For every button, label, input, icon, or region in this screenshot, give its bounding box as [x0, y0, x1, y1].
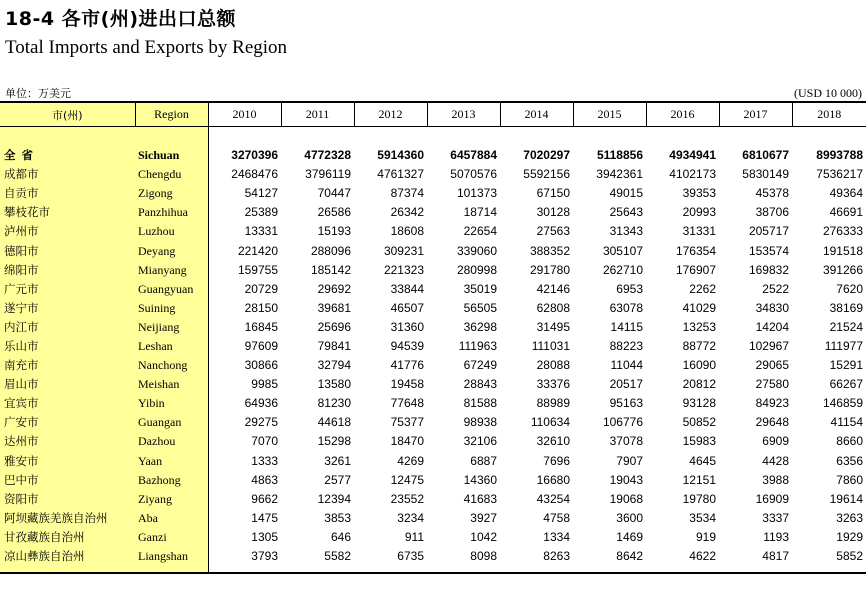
value-cell: 16845: [244, 319, 278, 334]
value-cell: 391266: [822, 262, 863, 277]
value-cell: 4863: [251, 472, 278, 487]
value-cell: 176354: [675, 243, 716, 258]
table-row: [0, 432, 866, 451]
value-cell: 5070576: [450, 167, 497, 182]
value-cell: 63078: [609, 300, 643, 315]
value-cell: 46691: [829, 205, 863, 220]
region-name-chinese: 泸州市: [0, 222, 135, 241]
page-title-english: Total Imports and Exports by Region: [5, 37, 288, 58]
region-name-chinese: 达州市: [0, 432, 135, 451]
value-cell: 262710: [602, 262, 643, 277]
value-cell: 5914360: [377, 148, 424, 163]
value-cell: 16090: [682, 358, 716, 373]
value-cell: 185142: [310, 262, 351, 277]
region-name-chinese: 乐山市: [0, 337, 135, 356]
value-cell: 54127: [244, 186, 278, 201]
value-cell: 205717: [748, 224, 789, 239]
value-cell: 97609: [244, 338, 278, 353]
value-cell: 50852: [682, 415, 716, 430]
table-row: [0, 280, 866, 299]
value-cell: 95163: [609, 396, 643, 411]
value-cell: 6810677: [742, 148, 789, 163]
region-name-english: Zigong: [135, 184, 208, 203]
value-cell: 110634: [530, 415, 570, 430]
value-cell: 29648: [755, 415, 789, 430]
region-name-english: Deyang: [135, 241, 208, 260]
spacer-cell: [208, 127, 866, 147]
value-cell: 34830: [755, 300, 789, 315]
value-cell: 1929: [836, 529, 863, 544]
value-cell: 37078: [609, 434, 643, 449]
header-year: 2013: [427, 102, 500, 127]
value-cell: 4772328: [304, 148, 351, 163]
value-cell: 3853: [324, 510, 351, 525]
region-name-chinese: 凉山彝族自治州: [0, 547, 135, 573]
value-cell: 3988: [762, 472, 789, 487]
value-cell: 35019: [463, 281, 497, 296]
value-cell: 15298: [317, 434, 351, 449]
value-cell: 27580: [755, 377, 789, 392]
value-cell: 169832: [748, 262, 789, 277]
table-row: [0, 452, 866, 471]
value-cell: 7070: [251, 434, 278, 449]
table-row: [0, 394, 866, 413]
value-cell: 8098: [427, 547, 500, 573]
region-name-english: Yibin: [135, 394, 208, 413]
value-cell: 45378: [755, 186, 789, 201]
value-cell: 79841: [317, 338, 351, 353]
value-cell: 41776: [390, 358, 424, 373]
value-cell: 1042: [470, 529, 497, 544]
value-cell: 176907: [675, 262, 716, 277]
value-cell: 22654: [463, 224, 497, 239]
region-name-chinese: 南充市: [0, 356, 135, 375]
value-cell: 3942361: [596, 167, 643, 182]
value-cell: 12394: [317, 491, 351, 506]
region-name-chinese: 甘孜藏族自治州: [0, 528, 135, 547]
region-name-english: Sichuan: [135, 146, 208, 165]
value-cell: 31360: [390, 319, 424, 334]
value-cell: 30128: [536, 205, 570, 220]
region-name-chinese: 全省: [0, 146, 135, 165]
value-cell: 9662: [251, 491, 278, 506]
value-cell: 88989: [536, 396, 570, 411]
value-cell: 6887: [470, 453, 497, 468]
value-cell: 31343: [609, 224, 643, 239]
value-cell: 7696: [543, 453, 570, 468]
value-cell: 29275: [244, 415, 278, 430]
value-cell: 38706: [755, 205, 789, 220]
unit-label-chinese: 单位：万美元: [5, 87, 71, 100]
header-year: 2015: [573, 102, 646, 127]
value-cell: 20812: [682, 377, 716, 392]
value-cell: 221323: [383, 262, 424, 277]
value-cell: 77648: [390, 396, 424, 411]
table-row: [0, 261, 866, 280]
value-cell: 16909: [755, 491, 789, 506]
value-cell: 15193: [317, 224, 351, 239]
value-cell: 221420: [237, 243, 278, 258]
value-cell: 911: [404, 529, 424, 544]
region-name-english: Suining: [135, 299, 208, 318]
value-cell: 191518: [822, 243, 863, 258]
value-cell: 2262: [689, 281, 716, 296]
value-cell: 146859: [822, 396, 863, 411]
value-cell: 28843: [463, 377, 497, 392]
value-cell: 32610: [536, 434, 570, 449]
value-cell: 4758: [543, 510, 570, 525]
value-cell: 39681: [317, 300, 351, 315]
value-cell: 46507: [390, 300, 424, 315]
value-cell: 28088: [536, 358, 570, 373]
region-name-chinese: 宜宾市: [0, 394, 135, 413]
table-row: [0, 184, 866, 203]
value-cell: 1475: [251, 510, 278, 525]
value-cell: 4817: [719, 547, 792, 573]
value-cell: 5852: [792, 547, 866, 573]
region-name-english: Nanchong: [135, 356, 208, 375]
value-cell: 31495: [536, 319, 570, 334]
value-cell: 3234: [397, 510, 424, 525]
value-cell: 3927: [470, 510, 497, 525]
value-cell: 7907: [616, 453, 643, 468]
value-cell: 2577: [324, 472, 351, 487]
value-cell: 29065: [755, 358, 789, 373]
value-cell: 14115: [610, 319, 643, 334]
value-cell: 29692: [317, 281, 351, 296]
value-cell: 3534: [689, 510, 716, 525]
value-cell: 388352: [529, 243, 570, 258]
table-row: [0, 509, 866, 528]
region-name-english: Guangan: [135, 413, 208, 432]
value-cell: 106776: [602, 415, 643, 430]
value-cell: 26342: [390, 205, 424, 220]
table-row: [0, 222, 866, 241]
table-row: [0, 356, 866, 375]
value-cell: 41683: [463, 491, 497, 506]
value-cell: 15983: [682, 434, 716, 449]
table-row: [0, 318, 866, 337]
page-title-chinese: 18-4 各市(州)进出口总额: [5, 8, 237, 30]
region-name-english: Mianyang: [135, 261, 208, 280]
value-cell: 19780: [682, 491, 716, 506]
value-cell: 9985: [251, 377, 278, 392]
value-cell: 25643: [609, 205, 643, 220]
value-cell: 8993788: [816, 148, 863, 163]
value-cell: 88772: [682, 338, 716, 353]
value-cell: 111977: [824, 338, 863, 353]
value-cell: 81588: [463, 396, 497, 411]
value-cell: 31331: [682, 224, 716, 239]
value-cell: 1334: [543, 529, 570, 544]
value-cell: 70447: [317, 186, 351, 201]
value-cell: 4102173: [669, 167, 716, 182]
value-cell: 12151: [682, 472, 716, 487]
value-cell: 19043: [609, 472, 643, 487]
value-cell: 3337: [762, 510, 789, 525]
value-cell: 5830149: [742, 167, 789, 182]
value-cell: 20517: [609, 377, 643, 392]
value-cell: 49015: [609, 186, 643, 201]
region-name-chinese: 攀枝花市: [0, 203, 135, 222]
value-cell: 84923: [755, 396, 789, 411]
value-cell: 7536217: [816, 167, 863, 182]
value-cell: 18470: [390, 434, 424, 449]
spacer-row: [0, 127, 866, 147]
region-name-english: Neijiang: [135, 318, 208, 337]
region-name-chinese: 阿坝藏族羌族自治州: [0, 509, 135, 528]
value-cell: 291780: [529, 262, 570, 277]
header-region-english: Region: [135, 102, 208, 127]
value-cell: 5592156: [523, 167, 570, 182]
value-cell: 339060: [456, 243, 497, 258]
value-cell: 67150: [536, 186, 570, 201]
value-cell: 28150: [244, 300, 278, 315]
value-cell: 280998: [456, 262, 497, 277]
region-trade-table: [0, 101, 866, 574]
value-cell: 42146: [536, 281, 570, 296]
value-cell: 25389: [244, 205, 278, 220]
region-name-english: Leshan: [135, 337, 208, 356]
value-cell: 1469: [616, 529, 643, 544]
region-name-english: Dazhou: [135, 432, 208, 451]
value-cell: 4269: [397, 453, 424, 468]
table-row: [0, 165, 866, 184]
value-cell: 21524: [829, 319, 863, 334]
region-name-chinese: 绵阳市: [0, 261, 135, 280]
value-cell: 4622: [646, 547, 719, 573]
table-row: [0, 241, 866, 260]
header-year: 2011: [281, 102, 354, 127]
value-cell: 81230: [317, 396, 351, 411]
value-cell: 41029: [682, 300, 716, 315]
value-cell: 13253: [682, 319, 716, 334]
value-cell: 87374: [390, 186, 424, 201]
value-cell: 43254: [536, 491, 570, 506]
value-cell: 4761327: [377, 167, 424, 182]
value-cell: 13331: [244, 224, 278, 239]
header-region-chinese: 市(州): [0, 102, 135, 127]
value-cell: 25696: [317, 319, 351, 334]
header-year: 2014: [500, 102, 573, 127]
value-cell: 8660: [836, 434, 863, 449]
value-cell: 33844: [390, 281, 424, 296]
value-cell: 16680: [536, 472, 570, 487]
unit-label-english: (USD 10 000): [794, 86, 862, 100]
value-cell: 27563: [536, 224, 570, 239]
value-cell: 44618: [317, 415, 351, 430]
value-cell: 7860: [836, 472, 863, 487]
header-year: 2017: [719, 102, 792, 127]
value-cell: 23552: [390, 491, 424, 506]
value-cell: 14204: [755, 319, 789, 334]
value-cell: 12475: [390, 472, 424, 487]
value-cell: 3263: [836, 510, 863, 525]
total-row: [0, 146, 866, 165]
value-cell: 4934941: [669, 148, 716, 163]
table-row: [0, 528, 866, 547]
region-name-chinese: 资阳市: [0, 490, 135, 509]
region-name-english: Ganzi: [135, 528, 208, 547]
region-name-chinese: 成都市: [0, 165, 135, 184]
region-name-english: Liangshan: [135, 547, 208, 573]
value-cell: 32794: [317, 358, 351, 373]
value-cell: 13580: [317, 377, 351, 392]
value-cell: 8263: [500, 547, 573, 573]
region-name-english: Luzhou: [135, 222, 208, 241]
value-cell: 30866: [244, 358, 278, 373]
value-cell: 4645: [689, 453, 716, 468]
value-cell: 101373: [456, 186, 497, 201]
value-cell: 111963: [458, 338, 497, 353]
value-cell: 36298: [463, 319, 497, 334]
value-cell: 309231: [383, 243, 424, 258]
value-cell: 64936: [244, 396, 278, 411]
table-header-row: [0, 102, 866, 127]
value-cell: 19614: [829, 491, 863, 506]
value-cell: 6953: [616, 281, 643, 296]
value-cell: 919: [695, 529, 716, 544]
region-name-chinese: 自贡市: [0, 184, 135, 203]
table-row: [0, 413, 866, 432]
region-name-english: Yaan: [135, 452, 208, 471]
value-cell: 38169: [829, 300, 863, 315]
value-cell: 5118856: [596, 148, 643, 163]
region-name-chinese: 眉山市: [0, 375, 135, 394]
value-cell: 19068: [609, 491, 643, 506]
region-name-chinese: 广元市: [0, 280, 135, 299]
value-cell: 646: [330, 529, 351, 544]
value-cell: 18714: [463, 205, 497, 220]
table-row: [0, 203, 866, 222]
table-row: [0, 299, 866, 318]
value-cell: 7620: [836, 281, 863, 296]
value-cell: 67249: [463, 358, 497, 373]
region-name-english: Bazhong: [135, 471, 208, 490]
value-cell: 276333: [822, 224, 863, 239]
table-row: [0, 490, 866, 509]
region-name-english: Panzhihua: [135, 203, 208, 222]
value-cell: 26586: [317, 205, 351, 220]
value-cell: 39353: [682, 186, 716, 201]
value-cell: 288096: [310, 243, 351, 258]
region-name-chinese: 内江市: [0, 318, 135, 337]
table-row: [0, 471, 866, 490]
value-cell: 6356: [836, 453, 863, 468]
value-cell: 14360: [463, 472, 497, 487]
value-cell: 19458: [390, 377, 424, 392]
value-cell: 3600: [616, 510, 643, 525]
spacer-cell: [0, 127, 135, 147]
value-cell: 18608: [390, 224, 424, 239]
value-cell: 66267: [829, 377, 863, 392]
value-cell: 102967: [748, 338, 789, 353]
value-cell: 88223: [609, 338, 643, 353]
region-name-chinese: 雅安市: [0, 452, 135, 471]
region-name-english: Ziyang: [135, 490, 208, 509]
value-cell: 98938: [463, 415, 497, 430]
value-cell: 111031: [531, 338, 570, 353]
value-cell: 159755: [237, 262, 278, 277]
region-name-chinese: 德阳市: [0, 241, 135, 260]
region-name-chinese: 广安市: [0, 413, 135, 432]
value-cell: 11044: [610, 358, 643, 373]
header-year: 2012: [354, 102, 427, 127]
value-cell: 49364: [829, 186, 863, 201]
value-cell: 305107: [602, 243, 643, 258]
value-cell: 1333: [251, 453, 278, 468]
value-cell: 7020297: [523, 148, 570, 163]
region-name-chinese: 巴中市: [0, 471, 135, 490]
value-cell: 41154: [830, 415, 863, 430]
value-cell: 62808: [536, 300, 570, 315]
region-name-chinese: 遂宁市: [0, 299, 135, 318]
value-cell: 6457884: [450, 148, 497, 163]
region-name-english: Meishan: [135, 375, 208, 394]
value-cell: 4428: [762, 453, 789, 468]
value-cell: 2468476: [231, 167, 278, 182]
value-cell: 3796119: [305, 167, 351, 182]
value-cell: 56505: [463, 300, 497, 315]
table-row: [0, 337, 866, 356]
value-cell: 6909: [762, 434, 789, 449]
region-name-english: Chengdu: [135, 165, 208, 184]
region-name-english: Aba: [135, 509, 208, 528]
table-row: [0, 375, 866, 394]
value-cell: 20993: [682, 205, 716, 220]
value-cell: 2522: [762, 281, 789, 296]
table-row: [0, 547, 866, 573]
value-cell: 15291: [829, 358, 863, 373]
value-cell: 32106: [463, 434, 497, 449]
value-cell: 1193: [763, 529, 789, 544]
value-cell: 94539: [390, 338, 424, 353]
region-name-english: Guangyuan: [135, 280, 208, 299]
value-cell: 8642: [573, 547, 646, 573]
spacer-cell: [135, 127, 208, 147]
header-year: 2018: [792, 102, 866, 127]
value-cell: 3793: [208, 547, 281, 573]
value-cell: 33376: [536, 377, 570, 392]
value-cell: 3261: [324, 453, 351, 468]
value-cell: 1305: [251, 529, 278, 544]
value-cell: 153574: [748, 243, 789, 258]
value-cell: 75377: [390, 415, 424, 430]
header-year: 2010: [208, 102, 281, 127]
value-cell: 93128: [682, 396, 716, 411]
value-cell: 20729: [244, 281, 278, 296]
header-year: 2016: [646, 102, 719, 127]
value-cell: 6735: [354, 547, 427, 573]
value-cell: 5582: [281, 547, 354, 573]
value-cell: 3270396: [231, 148, 278, 163]
